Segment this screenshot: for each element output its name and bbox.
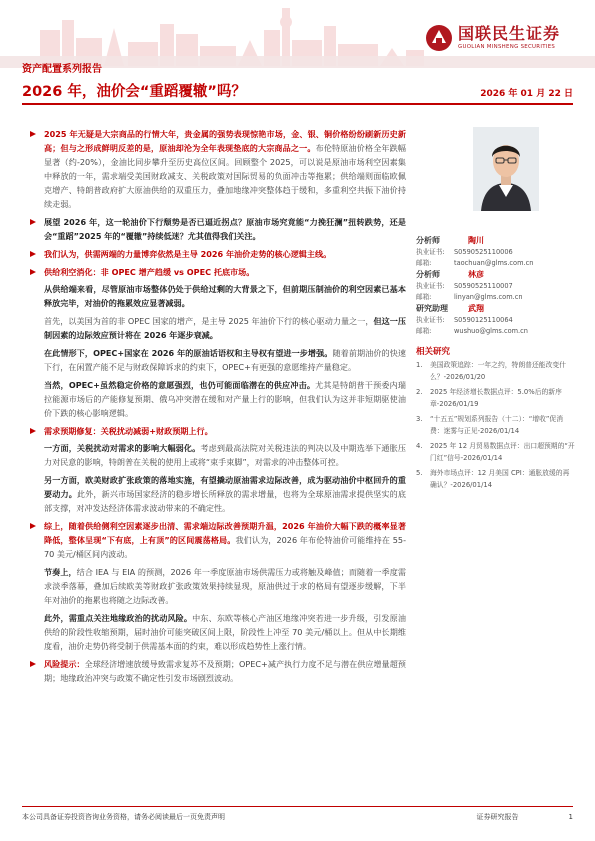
related-research-list (416, 359, 576, 494)
paragraph-2026-outlook: 展望 2026 年，这一轮油价下行颓势是否已逼近拐点？原油市场究竟能“力挽狂澜”扭转跌势，还是会“重蹈”2025 年的“覆辙”持续低迷？尤其值得我们关注。 (44, 215, 406, 243)
report-title: 2026 年，油价会“重蹈覆辙”吗？ (22, 84, 246, 100)
paragraph-conclusion: 综上，随着供给侧利空因素逐步出清、需求端边际改善预期升温，2026 年油价大幅下跌的概率显著降低，整体呈现“下有底，上有顶”的区间震荡格局。我们认为，2026 年布伦特油价可能维持在 55-70 美元/桶区间内波动。 (44, 519, 406, 561)
analyst-role: 分析师 (416, 270, 440, 279)
analyst-role: 分析师 (416, 236, 440, 245)
page-number: 1 (568, 813, 573, 821)
analyst-name: 林彦 (468, 270, 484, 279)
header-divider (22, 103, 573, 105)
footer-divider (22, 806, 573, 807)
report-body (44, 127, 406, 688)
paragraph-opec-plus: 在此情形下，OPEC+国家在 2026 年的原油话语权和主导权有望进一步增强。随着前期油价的快速下行，在闲置产能不足与财政保障诉求的约束下，OPEC+有更强的意愿维持产量稳定。 (44, 347, 406, 372)
analyst-cert: S0590125110064 (454, 316, 513, 324)
related-research-item[interactable]: 2. 2025 年经济增长数据点评：5.0%后的新序章-2026/01/19 (416, 388, 562, 409)
analyst-portrait-image (473, 127, 539, 211)
analyst-card: 分析师 陶川 执业证书: S0590525110006 邮箱: taochuan@glms.com.cn (416, 236, 534, 267)
related-research-item[interactable]: 4. 2025 年 12 月贸易数据点评：出口超预期的“开门红”信号-2026/01/14 (416, 442, 575, 463)
paragraph-rhythm: 节奏上，结合 IEA 与 EIA 的预测，2026 年一季度原油市场供需压力或将触及峰值；而随着一季度需求淡季落幕，叠加后续欧美等财政扩张政策效果持续显现，原油供过于求的格局有望逐步缓解，下半年对油价的拖累也将随之边际改善。 (44, 566, 406, 605)
heading-demand: 需求预期修复：关税扰动减弱+财政预期上行。 (44, 424, 406, 438)
analyst-email[interactable]: taochuan@glms.com.cn (454, 259, 534, 267)
analyst-cert: S0590525110006 (454, 248, 513, 256)
footer-meta (477, 812, 573, 822)
heading-supply: 供给利空消化：非 OPEC 增产趋缓 vs OPEC 托底市场。 (44, 265, 406, 279)
report-series: 资产配置系列报告 (22, 64, 102, 75)
paragraph-2025-review: 2025 年无疑是大宗商品的行情大年，贵金属的强势表现惊艳市场，金、银、铜价格纷纷刷新历史新高；但与之形成鲜明反差的是，原油却沦为全年表现垫底的大宗商品之一。布伦特原油价格全年跌幅显著（约-20%），金油比同步攀升至历史高位区间。回顾整个 2025，可以说是原油市场利空因素集中释放的一年，需求端受美国财政减支、关税政策对国际贸易的负面冲击等拖累；供给端则面临欧佩克增产、特朗普政府扩大原油供给的双重压力，叠加地缘冲突整体趋于缓和，多重利空共振下油价持续走弱。 (44, 127, 406, 212)
paragraph-core-view: 我们认为，供需两端的力量博弈依然是主导 2026 年油价走势的核心逻辑主线。 (44, 247, 406, 261)
company-logo-icon (425, 24, 453, 52)
report-date: 2026 年 01 月 22 日 (480, 89, 573, 99)
analyst-role: 研究助理 (416, 304, 448, 313)
logo-chinese-name: 国联民生证券 (458, 24, 561, 43)
related-research-item[interactable]: 3. “十五五”规划系列报告（十二）：“增收”促消费：迷雾与正见-2026/01/14 (416, 415, 564, 436)
paragraph-supply-overview: 从供给端来看，尽管原油市场整体仍处于供给过剩的大背景之下，但前期压制油价的利空因素已基本释放完毕，对油价的拖累效应显著减弱。 (44, 284, 406, 309)
paragraph-supply-shock: 当然，OPEC+虽然稳定价格的意愿强烈，也仍可能面临潜在的供应冲击。尤其是特朗普干预委内瑞拉能源市场后的产能修复预期、俄乌冲突潜在缓和对产量上行的影响，但我们认为这并非短期驱使油价下跌的核心影响逻辑。 (44, 379, 406, 418)
analyst-email[interactable]: linyan@glms.com.cn (454, 293, 523, 301)
analyst-email[interactable]: wushuo@glms.com.cn (454, 327, 528, 335)
paragraph-risk: 风险提示：全球经济增速放缓导致需求复苏不及预期；OPEC+减产执行力度不足与潜在供应增量超预期；地缘政治冲突与政策不确定性引发市场剧烈波动。 (44, 657, 406, 685)
analyst-list (416, 211, 576, 337)
footer-disclaimer: 本公司具备证券投资咨询业务资格，请务必阅读最后一页免责声明 (22, 813, 225, 821)
paragraph-tariff: 一方面，关税扰动对需求的影响大幅弱化。考虑到最高法院对关税违法的判决以及中期选举下通胀压力对民意的影响，特朗普在关税的使用上或将“束手束脚”，对需求的冲击整体可控。 (44, 443, 406, 468)
analyst-name: 陶川 (468, 236, 484, 245)
related-research-item[interactable]: 1. 美国政策追踪：一年之约，特朗普还能改变什么？-2026/01/20 (416, 361, 566, 382)
analyst-photo (473, 127, 539, 211)
paragraph-fiscal: 另一方面，欧美财政扩张政策的落地实施，有望撬动原油需求边际改善，成为驱动油价中枢回升的重要动力。此外，新兴市场国家经济的稳步增长所释放的需求增量，也将为全球原油需求提供坚实的底部支撑，对冲发达经济体需求波动带来的不确定性。 (44, 475, 406, 514)
logo-english-name: GUOLIAN MINSHENG SECURITIES (458, 44, 556, 50)
footer-report-type: 证券研究报告 (476, 813, 519, 821)
analyst-card: 分析师 林彦 执业证书: S0590525110007 邮箱: linyan@glms.com.cn (416, 270, 523, 301)
company-logo (425, 24, 560, 52)
paragraph-non-opec: 首先，以美国为首的非 OPEC 国家的增产，是主导 2025 年油价下行的核心驱动力量之一，但这一压制因素的边际效应预计将在 2026 年逐步衰减。 (44, 316, 406, 341)
related-research-title: 相关研究 (416, 347, 451, 357)
related-research-item[interactable]: 5. 海外市场点评：12 月美国 CPI：通胀放缓的再确认？-2026/01/14 (416, 469, 570, 490)
analyst-cert: S0590525110007 (454, 282, 513, 290)
analyst-card: 研究助理 武翔 执业证书: S0590125110064 邮箱: wushuo@glms.com.cn (416, 304, 528, 335)
analyst-name: 武翔 (468, 304, 484, 313)
paragraph-geopolitics: 此外，需重点关注地缘政治的扰动风险。中东、东欧等核心产油区地缘冲突若进一步升级，引发原油供给的阶段性收缩预期，届时油价可能突破区间上限，阶段性上冲至 70 美元/桶以上。但从中长期维度看，油价走势仍将受制于供需基本面的约束，难以形成趋势性上涨行情。 (44, 612, 406, 651)
